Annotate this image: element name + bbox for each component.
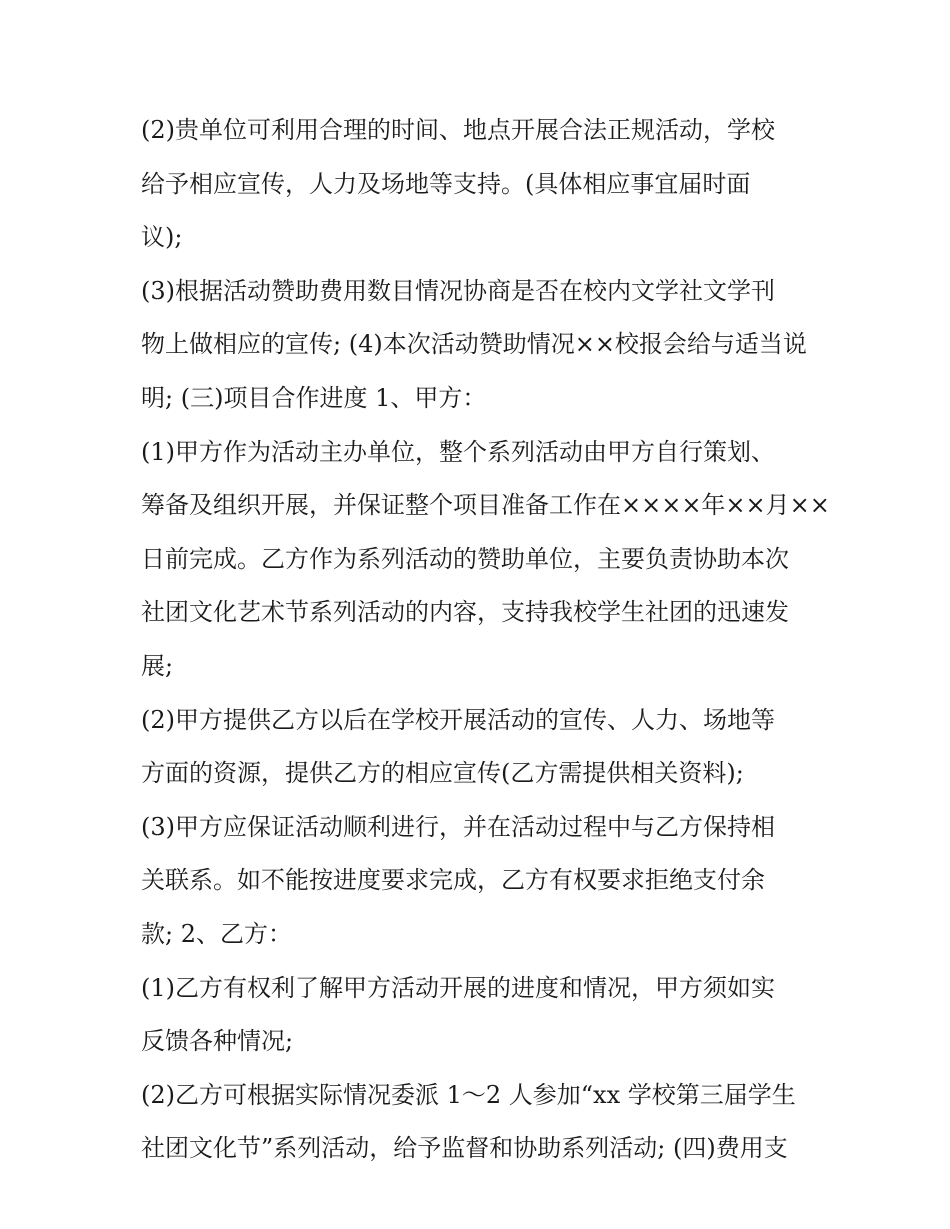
text-line: (2)甲方提供乙方以后在学校开展活动的宣传、人力、场地等 bbox=[141, 705, 775, 734]
text-line: 社团文化节”系列活动，给予监督和协助系列活动; (四)费用支 bbox=[141, 1134, 788, 1163]
text-line: 物上做相应的宣传; (4)本次活动赞助情况××校报会给与适当说 bbox=[141, 330, 807, 359]
text-line: 方面的资源，提供乙方的相应宣传(乙方需提供相关资料); bbox=[141, 759, 744, 788]
text-line: (3)甲方应保证活动顺利进行，并在活动过程中与乙方保持相 bbox=[141, 812, 775, 841]
text-line: 日前完成。乙方作为系列活动的赞助单位，主要负责协助本次 bbox=[141, 544, 789, 573]
body-text bbox=[141, 109, 830, 1181]
text-line: (1)甲方作为活动主办单位，整个系列活动由甲方自行策划、 bbox=[141, 437, 775, 466]
text-line: (2)乙方可根据实际情况委派 1～2 人参加“xx 学校第三届学生 bbox=[141, 1080, 796, 1109]
text-line: 关联系。如不能按进度要求完成，乙方有权要求拒绝支付余 bbox=[141, 866, 765, 895]
text-line: 反馈各种情况; bbox=[141, 1027, 294, 1056]
text-line: 给予相应宣传，人力及场地等支持。(具体相应事宜届时面 bbox=[141, 169, 751, 198]
text-line: 款; 2、乙方： bbox=[141, 919, 292, 948]
text-line: 议); bbox=[141, 223, 183, 252]
text-line: 明; (三)项目合作进度 1、甲方： bbox=[141, 383, 487, 412]
text-line: 筹备及组织开展，并保证整个项目准备工作在××××年××月×× bbox=[141, 491, 830, 520]
text-line: (1)乙方有权利了解甲方活动开展的进度和情况，甲方须如实 bbox=[141, 973, 775, 1002]
text-line: 社团文化艺术节系列活动的内容，支持我校学生社团的迅速发 bbox=[141, 598, 789, 627]
text-line: (2)贵单位可利用合理的时间、地点开展合法正规活动，学校 bbox=[141, 116, 775, 144]
text-line: (3)根据活动赞助费用数目情况协商是否在校内文学社文学刊 bbox=[141, 276, 775, 305]
text-line: 展; bbox=[141, 651, 174, 680]
